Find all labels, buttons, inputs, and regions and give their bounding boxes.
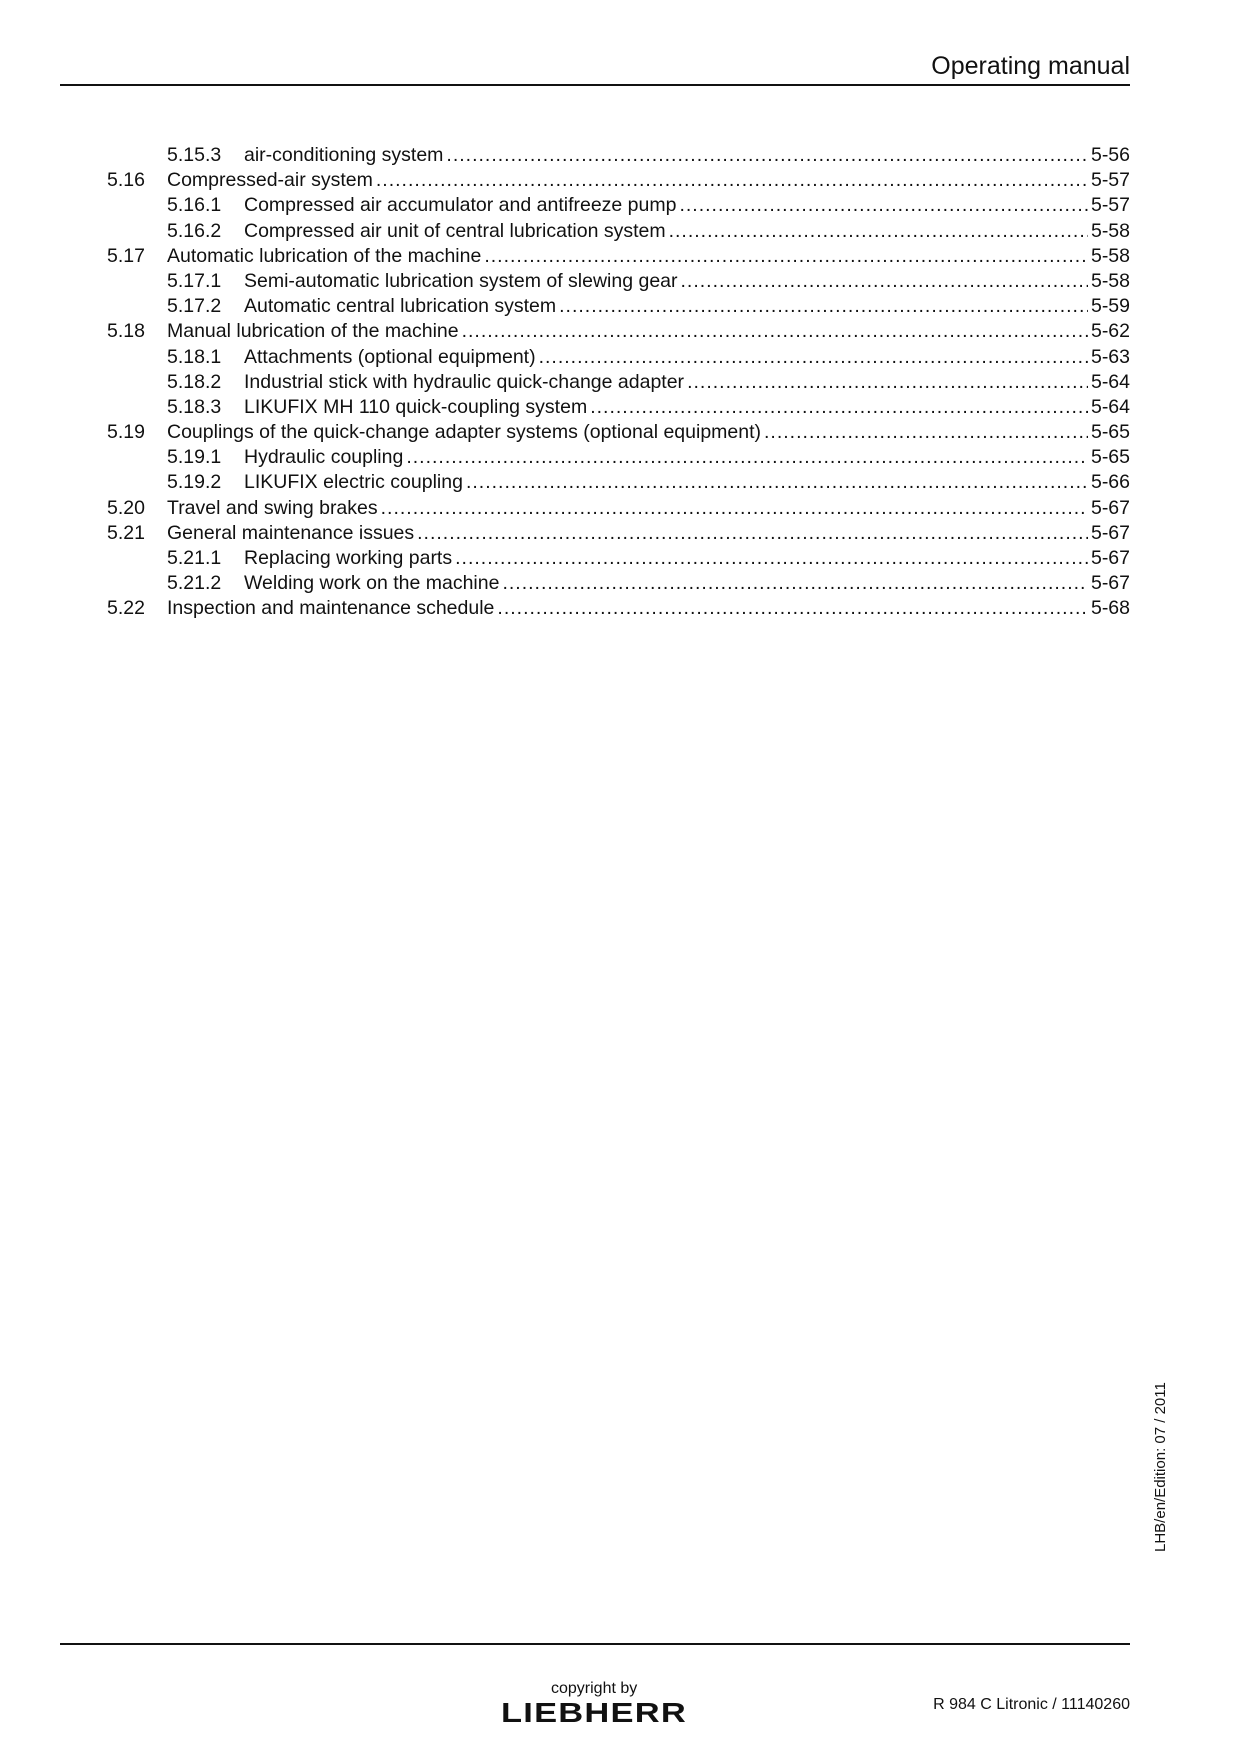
toc-entry[interactable] bbox=[107, 496, 1130, 521]
toc-entry-title: Automatic lubrication of the machine bbox=[167, 244, 482, 267]
toc-entry-number: 5.17.1 bbox=[167, 269, 222, 292]
toc-entry-page: 5-65 bbox=[1090, 421, 1130, 444]
toc-entry[interactable] bbox=[107, 420, 1130, 445]
toc-entry-number: 5.19 bbox=[107, 421, 145, 444]
toc-entry-title: Manual lubrication of the machine bbox=[167, 320, 459, 343]
toc-entry-page: 5-63 bbox=[1090, 345, 1130, 368]
toc-entry-number: 5.16.1 bbox=[167, 194, 222, 217]
toc-entry-title: air-conditioning system bbox=[244, 144, 444, 166]
toc-entry-title: General maintenance issues bbox=[167, 521, 415, 544]
toc-entry-title: Industrial stick with hydraulic quick-change adapter bbox=[244, 370, 685, 393]
toc-entry-title: LIKUFIX MH 110 quick-coupling system bbox=[244, 395, 588, 418]
toc-entry-title: LIKUFIX electric coupling bbox=[244, 471, 463, 494]
toc-leader-dots bbox=[679, 193, 1088, 218]
toc-leader-dots bbox=[484, 244, 1088, 269]
toc-entry[interactable] bbox=[107, 193, 1130, 218]
toc-entry-title: Replacing working parts bbox=[244, 547, 453, 569]
toc-entry-page: 5-59 bbox=[1090, 295, 1130, 318]
toc-entry[interactable] bbox=[107, 546, 1130, 571]
toc-entry-title: Compressed-air system bbox=[167, 169, 373, 192]
toc-entry-page: 5-64 bbox=[1090, 395, 1130, 418]
toc-entry-number: 5.17.2 bbox=[167, 295, 222, 318]
liebherr-logo-mark bbox=[496, 1698, 692, 1726]
toc-entry-title: Compressed air accumulator and antifreeze pump bbox=[244, 194, 677, 217]
toc-entry[interactable] bbox=[107, 345, 1130, 370]
toc-entry-page: 5-67 bbox=[1090, 547, 1130, 569]
copyright-label: copyright by bbox=[551, 1680, 638, 1697]
toc-entry-page: 5-67 bbox=[1090, 572, 1130, 595]
toc-entry-page: 5-64 bbox=[1090, 370, 1130, 393]
toc-entry[interactable] bbox=[107, 470, 1130, 495]
toc-entry-number: 5.16.2 bbox=[167, 219, 222, 242]
toc-entry-number: 5.18 bbox=[107, 320, 145, 343]
header-rule bbox=[60, 84, 1130, 86]
toc-leader-dots bbox=[455, 546, 1088, 571]
toc-entry-number: 5.17 bbox=[107, 244, 145, 267]
toc-entry-page: 5-58 bbox=[1090, 244, 1130, 267]
liebherr-logo bbox=[496, 1698, 692, 1731]
toc-entry-page: 5-58 bbox=[1090, 269, 1130, 292]
toc-leader-dots bbox=[381, 496, 1088, 521]
toc-entry[interactable] bbox=[107, 521, 1130, 546]
edition-label: LHB/en/Edition: 07 / 2011 bbox=[1152, 1382, 1169, 1552]
toc-entry-number: 5.16 bbox=[107, 169, 145, 192]
toc-entry-number: 5.20 bbox=[107, 496, 145, 519]
toc-leader-dots bbox=[539, 345, 1088, 370]
toc-leader-dots bbox=[417, 521, 1088, 546]
footer-rule bbox=[60, 1643, 1130, 1645]
toc-entry-page: 5-67 bbox=[1090, 521, 1130, 544]
toc-entry[interactable] bbox=[107, 370, 1130, 395]
toc-entry-number: 5.21 bbox=[107, 521, 145, 544]
toc-entry-number: 5.15.3 bbox=[167, 144, 222, 166]
toc-entry[interactable] bbox=[107, 244, 1130, 269]
toc-entry-number: 5.21.1 bbox=[167, 547, 222, 569]
toc-entry[interactable] bbox=[107, 319, 1130, 344]
toc-entry-page: 5-58 bbox=[1090, 219, 1130, 242]
toc-entry[interactable] bbox=[107, 219, 1130, 244]
toc-entry-title: Attachments (optional equipment) bbox=[244, 345, 536, 368]
toc-entry-page: 5-62 bbox=[1090, 320, 1130, 343]
toc-entry[interactable] bbox=[107, 395, 1130, 420]
table-of-contents bbox=[107, 143, 1130, 622]
toc-entry-number: 5.19.1 bbox=[167, 446, 222, 469]
toc-entry-number: 5.21.2 bbox=[167, 572, 222, 595]
toc-leader-dots bbox=[559, 294, 1088, 319]
toc-leader-dots bbox=[764, 420, 1088, 445]
toc-leader-dots bbox=[406, 445, 1088, 470]
toc-leader-dots bbox=[669, 219, 1088, 244]
toc-entry-page: 5-68 bbox=[1090, 597, 1130, 620]
toc-entry-number: 5.18.1 bbox=[167, 345, 222, 368]
toc-entry[interactable] bbox=[107, 596, 1130, 621]
toc-entry[interactable] bbox=[107, 143, 1130, 168]
toc-leader-dots bbox=[590, 395, 1088, 420]
toc-entry-number: 5.18.2 bbox=[167, 370, 222, 393]
toc-entry-title: Travel and swing brakes bbox=[167, 496, 378, 519]
toc-leader-dots bbox=[681, 269, 1088, 294]
document-reference: R 984 C Litronic / 11140260 bbox=[933, 1696, 1130, 1713]
toc-entry[interactable] bbox=[107, 269, 1130, 294]
toc-entry-page: 5-67 bbox=[1090, 496, 1130, 519]
toc-leader-dots bbox=[502, 571, 1088, 596]
toc-entry-number: 5.18.3 bbox=[167, 395, 222, 418]
toc-entry-title: Compressed air unit of central lubrication system bbox=[244, 219, 666, 242]
toc-entry-title: Automatic central lubrication system bbox=[244, 295, 557, 318]
toc-entry-page: 5-65 bbox=[1090, 446, 1130, 469]
toc-leader-dots bbox=[466, 470, 1088, 495]
toc-entry-page: 5-57 bbox=[1090, 194, 1130, 217]
toc-entry-title: Inspection and maintenance schedule bbox=[167, 597, 495, 620]
toc-leader-dots bbox=[462, 319, 1088, 344]
toc-leader-dots bbox=[446, 143, 1088, 168]
toc-entry-title: Hydraulic coupling bbox=[244, 446, 404, 469]
toc-entry-number: 5.22 bbox=[107, 597, 145, 620]
toc-entry-title: Semi-automatic lubrication system of slewing gear bbox=[244, 269, 678, 292]
toc-entry[interactable] bbox=[107, 294, 1130, 319]
toc-leader-dots bbox=[376, 168, 1088, 193]
toc-entry[interactable] bbox=[107, 168, 1130, 193]
liebherr-logo-text: LIEBHERR bbox=[501, 1698, 687, 1726]
toc-entry-number: 5.19.2 bbox=[167, 471, 222, 494]
page-header-title: Operating manual bbox=[931, 52, 1130, 80]
toc-entry[interactable] bbox=[107, 571, 1130, 596]
toc-leader-dots bbox=[497, 596, 1088, 621]
toc-leader-dots bbox=[687, 370, 1088, 395]
toc-entry[interactable] bbox=[107, 445, 1130, 470]
toc-entry-page: 5-56 bbox=[1090, 144, 1130, 166]
toc-entry-page: 5-66 bbox=[1090, 471, 1130, 494]
toc-entry-page: 5-57 bbox=[1090, 169, 1130, 192]
toc-entry-title: Couplings of the quick-change adapter systems (optional equipment) bbox=[167, 421, 762, 444]
toc-entry-title: Welding work on the machine bbox=[244, 572, 500, 595]
